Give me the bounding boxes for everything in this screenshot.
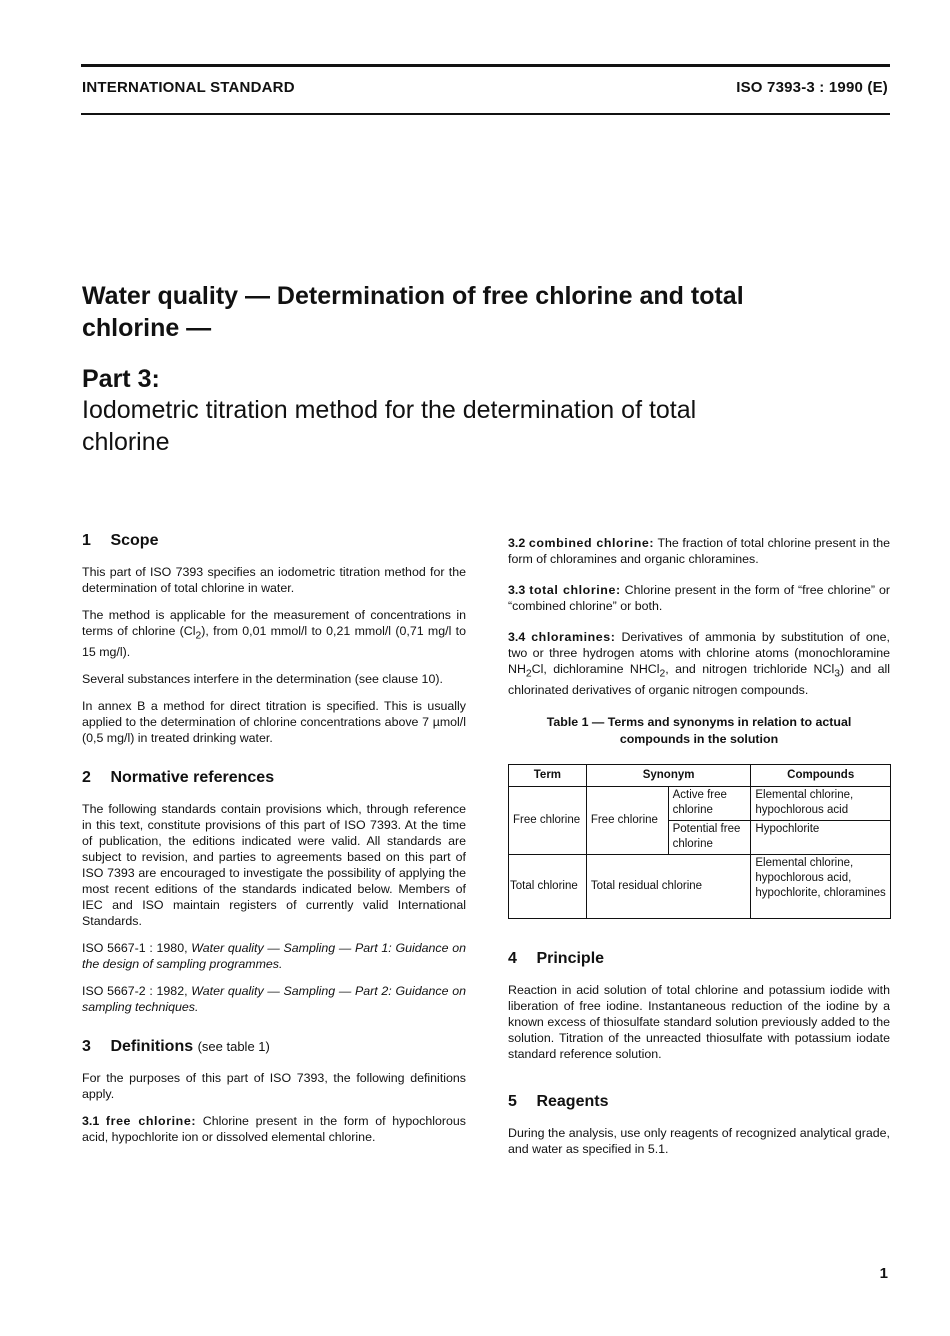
main-title-line1: Water quality — Determination of free chlorine and total: [82, 282, 744, 310]
reference-1-title: Water quality — Sampling — Part 1: Guidance on the design of sampling programmes.: [82, 941, 466, 972]
definitions-intro: For the purposes of this part of ISO 7393, the following definitions apply.: [82, 1071, 466, 1102]
active-free-compounds-cell: Elemental chlorine, hypochlorous acid: [751, 787, 891, 821]
reference-2-id: ISO 5667-2 : 1982,: [82, 984, 188, 999]
table-header-compounds: Compounds: [751, 765, 891, 787]
definitions-heading-note: (see table 1): [197, 1039, 270, 1055]
normative-paragraph: The following standards contain provisions which, through reference in this text, constitute provisions of this part of ISO 7393. At the time of publication, the editions indicated were valid. All standards are subject to revision, and parties to agreements based on this part of ISO 7393 are encouraged to investigate the possibility of applying the most recent editions of the standards indicated below. Members of IEC and ISO maintain registers of currently valid International Standards.: [82, 802, 466, 929]
standard-type-label: INTERNATIONAL STANDARD: [82, 79, 295, 96]
normative-number: 2: [82, 769, 91, 787]
normative-title: Normative references: [110, 769, 275, 787]
definition-3-3-term: total chlorine:: [529, 583, 621, 597]
reagents-title: Reagents: [536, 1093, 609, 1111]
total-chlorine-term-cell: Total chlorine: [509, 855, 587, 919]
main-title-line2: chlorine —: [82, 314, 212, 342]
definition-3-4-text-a: Derivatives of ammonia by substitution of one, two or three hydrogen atoms with chlorine atoms (monochloramine NH: [508, 630, 890, 676]
main-title: [82, 280, 882, 344]
page-number: 1: [879, 1265, 888, 1282]
reference-2: [82, 983, 466, 1015]
principle-number: 4: [508, 950, 517, 968]
definition-3-4-term: chloramines:: [531, 630, 616, 644]
table-row: [509, 855, 891, 919]
table-1-caption-line1: Table 1 — Terms and synonyms in relation to actual: [546, 715, 852, 730]
definition-3-1: [82, 1113, 466, 1145]
definition-3-4: [508, 629, 890, 698]
potential-free-chlorine-cell: Potential free chlorine: [668, 821, 751, 855]
spacer: [82, 1026, 466, 1037]
principle-paragraph: Reaction in acid solution of total chlorine and potassium iodide with liberation of free iodine. Instantaneous reduction of the iodine by a known excess of thiosulfate standard solution previously added to the solution. Titration of the unreacted thiosulfate with potassium iodate standard reference solution.: [508, 983, 890, 1062]
definition-3-3: [508, 582, 890, 614]
definition-3-4-subscript-3: 3: [834, 668, 840, 680]
definition-3-4-text-d: ) and all chlorinated derivatives of organic nitrogen compounds.: [508, 662, 890, 698]
definition-3-2-number: 3.2: [508, 536, 526, 550]
section-reagents: [508, 1092, 890, 1157]
part-title: Part 3:: [82, 365, 160, 393]
table-1-caption: [508, 714, 890, 748]
definition-3-3-number: 3.3: [508, 583, 526, 597]
free-chlorine-term-cell: Free chlorine: [509, 787, 587, 855]
reagents-number: 5: [508, 1093, 517, 1111]
reagents-heading: [508, 1092, 890, 1112]
part-subtitle: [82, 394, 882, 458]
left-column: [82, 531, 466, 1156]
section-normative-references: [82, 768, 466, 1015]
section-principle: [508, 949, 890, 1062]
scope-p2-text-a: The method is applicable for the measurement of concentrations in terms of chlorine (Cl: [82, 608, 466, 638]
definitions-number: 3: [82, 1038, 91, 1056]
definition-3-2-text: The fraction of total chlorine present in the form of chloramines and organic chloramines.: [508, 536, 890, 566]
potential-free-compounds-cell: Hypochlorite: [751, 821, 891, 855]
scope-p2-text-b: ), from 0,01 mmol/l to 0,21 mmol/l (0,71 mg/l to 15 mg/l).: [82, 624, 466, 660]
definition-3-4-text-c: , and nitrogen trichloride NCl: [665, 662, 835, 676]
document-title: [82, 280, 882, 458]
scope-heading: [82, 531, 466, 551]
header-top-rule: [81, 64, 890, 67]
active-free-chlorine-cell: Active free chlorine: [668, 787, 751, 821]
definition-3-1-text: Chlorine present in the form of hypochlorous acid, hypochlorite ion or dissolved elemental chlorine.: [82, 1114, 466, 1145]
total-chlorine-synonym-cell: Total residual chlorine: [586, 855, 751, 919]
reference-1: [82, 940, 466, 972]
free-chlorine-synonym-cell: Free chlorine: [586, 787, 668, 855]
normative-heading: [82, 768, 466, 788]
definition-3-1-term: free chlorine:: [105, 1114, 197, 1129]
definition-3-4-text-b: Cl, dichloramine NHCl: [531, 662, 660, 676]
section-definitions: [82, 1037, 466, 1145]
table-1-terms: [508, 764, 891, 919]
principle-heading: [508, 949, 890, 969]
definition-3-2: [508, 535, 890, 567]
right-column: [508, 535, 890, 1168]
definitions-heading: [82, 1037, 466, 1057]
scope-p2-subscript: 2: [195, 630, 202, 642]
table-1-caption-line2: compounds in the solution: [619, 732, 779, 747]
definition-3-4-subscript-2: 2: [659, 668, 666, 680]
scope-number: 1: [82, 532, 91, 549]
spacer: [508, 1073, 890, 1092]
section-scope: [82, 531, 466, 746]
definitions-title: Definitions: [110, 1038, 194, 1056]
principle-title: Principle: [536, 950, 605, 968]
standard-number-label: ISO 7393-3 : 1990 (E): [736, 79, 888, 96]
scope-paragraph-2: [82, 607, 466, 660]
scope-paragraph-1: This part of ISO 7393 specifies an iodometric titration method for the determination of total chlorine in water.: [82, 565, 466, 595]
table-header-term: Term: [509, 765, 587, 787]
reagents-paragraph: During the analysis, use only reagents of recognized analytical grade, and water as specified in 5.1.: [508, 1126, 890, 1157]
header-bottom-rule: [81, 113, 890, 115]
scope-title: Scope: [110, 532, 159, 549]
reference-1-id: ISO 5667-1 : 1980,: [82, 941, 188, 956]
part-subtitle-line2: chlorine: [82, 428, 170, 456]
scope-paragraph-4: In annex B a method for direct titration is specified. This is usually applied to the determination of chlorine concentrations above 7 µmol/l (0,5 mg/l) in treated drinking water.: [82, 699, 466, 746]
scope-paragraph-3: Several substances interfere in the determination (see clause 10).: [82, 672, 443, 687]
definition-3-4-number: 3.4: [508, 630, 526, 644]
part-subtitle-line1: Iodometric titration method for the determination of total: [82, 396, 697, 424]
table-row: [509, 787, 891, 821]
total-chlorine-compounds-cell: Elemental chlorine, hypochlorous acid, hypochlorite, chloramines: [751, 855, 891, 919]
definition-3-2-term: combined chlorine:: [528, 536, 655, 550]
definition-3-4-subscript-1: 2: [525, 668, 532, 680]
table-header-row: [509, 765, 891, 787]
definition-3-3-text: Chlorine present in the form of “free chlorine” or “combined chlorine” or both.: [508, 583, 890, 613]
definition-3-1-number: 3.1: [82, 1114, 100, 1129]
reference-2-title: Water quality — Sampling — Part 2: Guidance on sampling techniques.: [82, 984, 466, 1015]
table-header-synonym: Synonym: [586, 765, 751, 787]
spacer: [82, 757, 466, 768]
